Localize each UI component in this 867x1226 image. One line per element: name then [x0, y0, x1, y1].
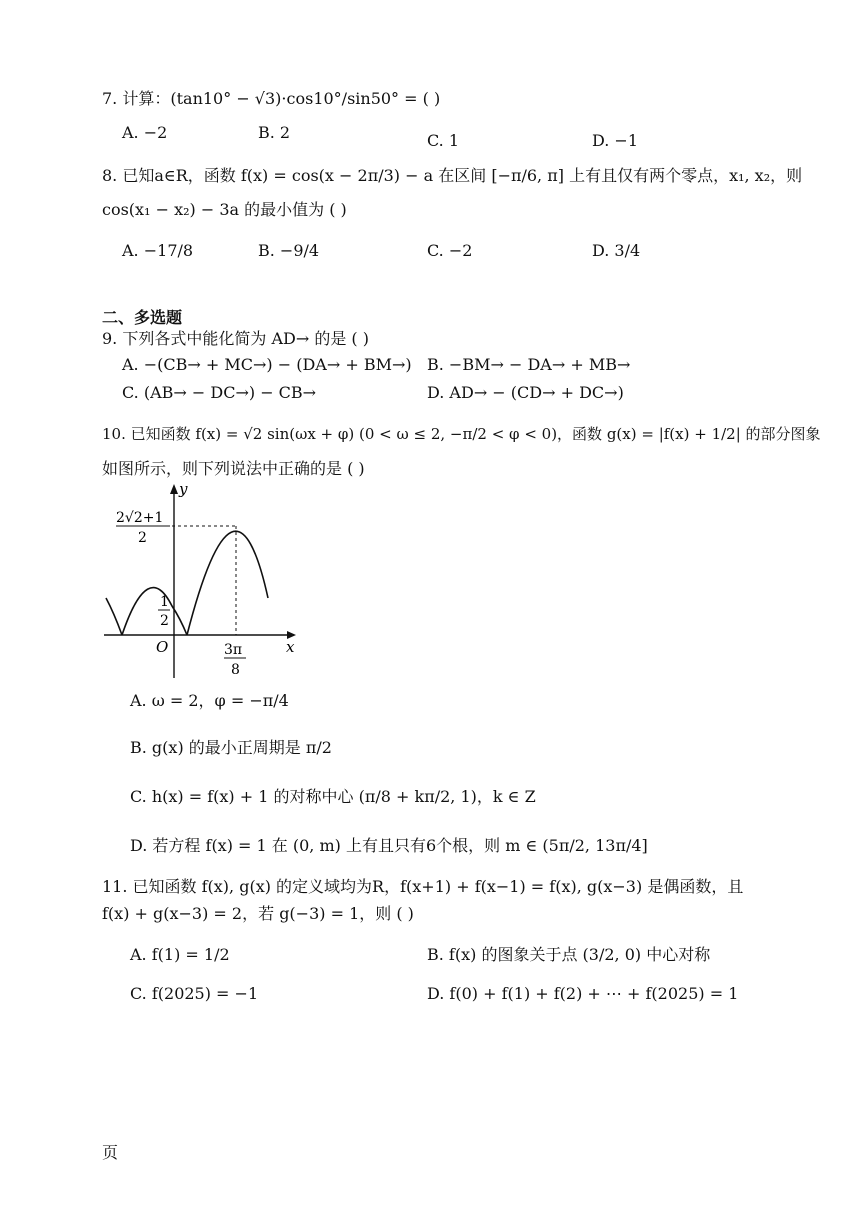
- q11-stem-line2: f(x) + g(x−3) = 2，若 g(−3) = 1，则 ( ): [102, 904, 414, 923]
- y-half-numerator: 1: [160, 594, 169, 610]
- q8-stem-line1: 8. 已知a∈R，函数 f(x) = cos(x − 2π/3) − a 在区间 [−π/6, π] 上有且仅有两个零点，x₁, x₂，则: [102, 166, 803, 185]
- q9-option-a: A. −(CB→ + MC→) − (DA→ + BM→): [122, 355, 412, 374]
- function-graph: [100, 478, 300, 688]
- x-axis-label: x: [286, 638, 295, 656]
- x-peak-numerator: 3π: [224, 642, 243, 658]
- page-footer: 页: [102, 1143, 119, 1162]
- q10-option-c: C. h(x) = f(x) + 1 的对称中心 (π/8 + kπ/2, 1)，k ∈ Z: [130, 787, 536, 806]
- q11-option-d: D. f(0) + f(1) + f(2) + ⋯ + f(2025) = 1: [427, 984, 739, 1003]
- q8-option-d: D. 3/4: [592, 241, 641, 260]
- q8-option-a: A. −17/8: [122, 241, 194, 260]
- curve-segment-middle: [122, 588, 187, 635]
- q10-option-a: A. ω = 2，φ = −π/4: [130, 691, 289, 710]
- q11-option-c: C. f(2025) = −1: [130, 984, 259, 1003]
- y-axis-arrow: [170, 484, 178, 494]
- q7-option-a: A. −2: [122, 123, 168, 142]
- q7-option-b: B. 2: [258, 123, 291, 142]
- q9-option-c: C. (AB→ − DC→) − CB→: [122, 383, 317, 402]
- q7-option-c: C. 1: [427, 131, 460, 150]
- q9-option-d: D. AD→ − (CD→ + DC→): [427, 383, 624, 402]
- q7-stem: 7. 计算：(tan10° − √3)·cos10°/sin50° = ( ): [102, 89, 441, 108]
- y-half-denominator: 2: [160, 613, 169, 629]
- q11-option-a: A. f(1) = 1/2: [130, 945, 230, 964]
- q10-stem-line2: 如图所示，则下列说法中正确的是 ( ): [102, 459, 365, 478]
- curve-segment-left: [106, 598, 122, 635]
- q10-stem-line1: 10. 已知函数 f(x) = √2 sin(ωx + φ) (0 < ω ≤ 2, −π/2 < φ < 0)，函数 g(x) = |f(x) + 1/2| 的部分图象: [102, 425, 821, 443]
- q8-option-b: B. −9/4: [258, 241, 320, 260]
- y-axis-label: y: [179, 480, 188, 498]
- x-peak-denominator: 8: [231, 662, 240, 678]
- q7-option-d: D. −1: [592, 131, 639, 150]
- curve-segment-right: [187, 531, 268, 635]
- q11-stem-line1: 11. 已知函数 f(x), g(x) 的定义域均为R，f(x+1) + f(x−1) = f(x), g(x−3) 是偶函数，且: [102, 877, 744, 896]
- section-title: 二、多选题: [102, 308, 183, 327]
- q9-stem: 9. 下列各式中能化简为 AD→ 的是 ( ): [102, 329, 369, 348]
- q10-option-d: D. 若方程 f(x) = 1 在 (0, m) 上有且只有6个根，则 m ∈ (5π/2, 13π/4]: [130, 836, 648, 855]
- q8-option-c: C. −2: [427, 241, 473, 260]
- q8-stem-line2: cos(x₁ − x₂) − 3a 的最小值为 ( ): [102, 200, 347, 219]
- y-max-denominator: 2: [138, 530, 147, 546]
- origin-label: O: [156, 638, 169, 656]
- q11-option-b: B. f(x) 的图象关于点 (3/2, 0) 中心对称: [427, 945, 711, 964]
- y-max-label: 2√2+1: [116, 510, 164, 526]
- q9-option-b: B. −BM→ − DA→ + MB→: [427, 355, 631, 374]
- q10-option-b: B. g(x) 的最小正周期是 π/2: [130, 738, 332, 757]
